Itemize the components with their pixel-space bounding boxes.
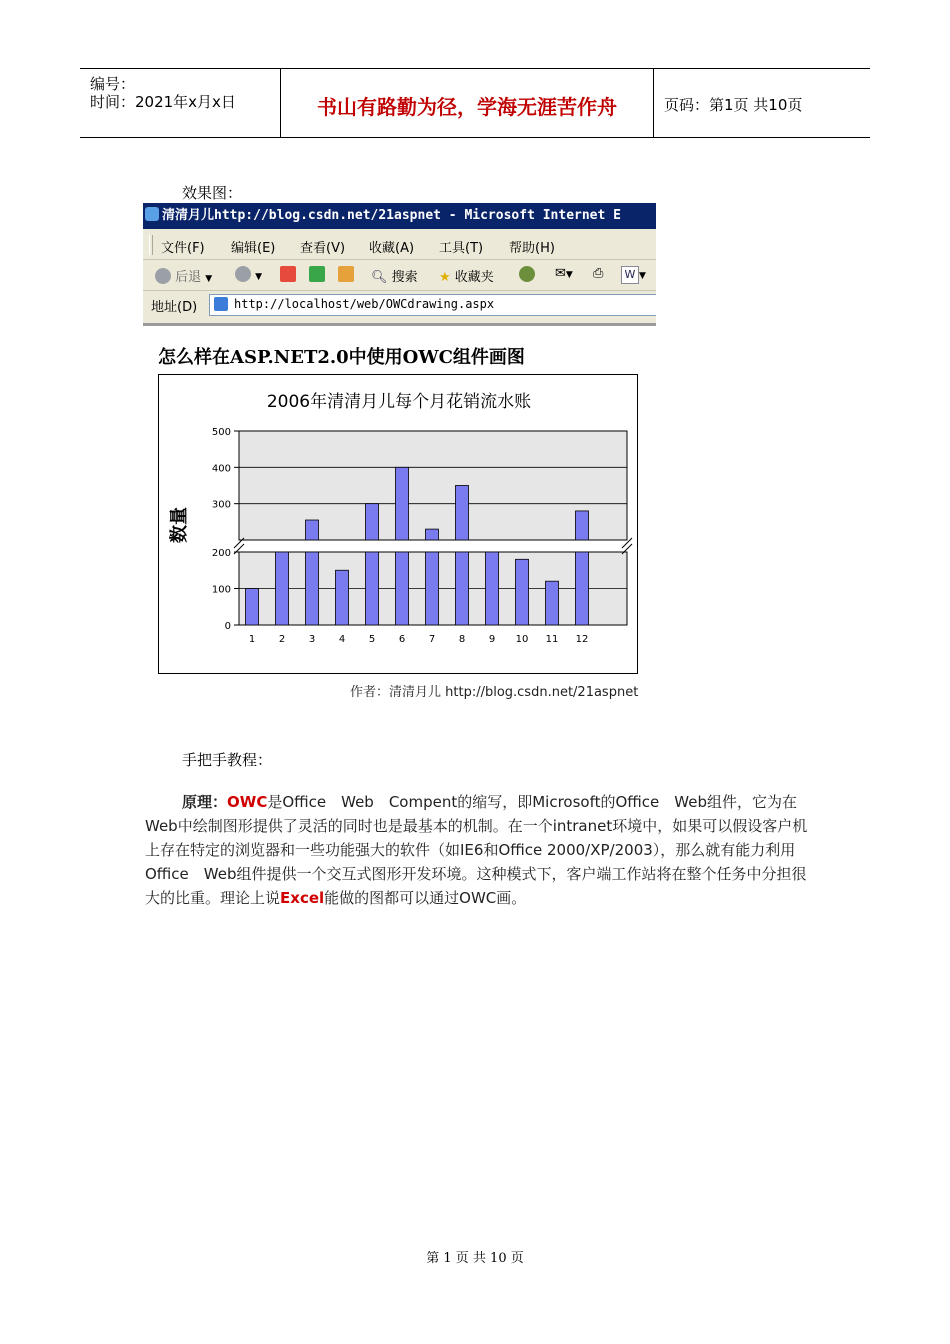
menu-view[interactable]: 查看(V) <box>300 241 346 256</box>
x-tick-label: 6 <box>398 634 406 645</box>
address-label: 地址(D) <box>151 300 198 315</box>
menu-favorites[interactable]: 收藏(A) <box>369 241 415 256</box>
document-time: 时间：2021年x月x日 <box>90 93 236 111</box>
menu-tools[interactable]: 工具(T) <box>439 241 484 256</box>
bar-upper <box>396 467 409 540</box>
refresh-icon <box>309 266 325 282</box>
chevron-down-icon: ▼ <box>255 272 263 282</box>
browser-screenshot <box>143 203 656 326</box>
header-motto-cell <box>281 69 654 137</box>
home-icon <box>338 266 354 282</box>
bar-upper <box>366 504 379 540</box>
chevron-down-icon: ▼ <box>205 274 213 284</box>
effect-label: 效果图： <box>182 184 243 202</box>
y-tick-label: 0 <box>224 621 231 632</box>
y-tick-label: 400 <box>211 463 231 475</box>
menu-edit[interactable]: 编辑(E) <box>231 241 276 256</box>
menu-file[interactable]: 文件(F) <box>161 241 205 256</box>
favorites-label: 收藏夹 <box>454 270 494 285</box>
header-meta-cell <box>80 69 281 137</box>
x-tick-label: 9 <box>488 634 496 645</box>
paragraph-end: 能做的图都可以通过OWC画。 <box>324 889 527 907</box>
page-header <box>80 68 870 138</box>
y-tick-label: 500 <box>211 427 231 438</box>
bar-upper <box>306 520 319 540</box>
bar <box>546 581 559 625</box>
forward-arrow-icon <box>235 266 251 282</box>
address-url: http://localhost/web/OWCdrawing.aspx <box>234 297 495 311</box>
bar-lower <box>576 552 589 625</box>
x-tick-label: 10 <box>515 634 529 645</box>
y-tick-label: 300 <box>211 499 231 511</box>
tutorial-label: 手把手教程： <box>182 751 273 769</box>
mail-icon: ✉ <box>555 266 566 281</box>
browser-title: 清清月儿http://blog.csdn.net/21aspnet - Microsoft Internet E <box>162 208 621 223</box>
chevron-down-icon: ▼ <box>639 271 646 281</box>
bar-chart <box>159 375 637 673</box>
media-button[interactable] <box>519 266 535 283</box>
y-tick-labels <box>212 427 231 632</box>
print-button[interactable] <box>593 266 603 281</box>
paragraph-lead: 原理： <box>182 793 228 811</box>
y-tick-label: 200 <box>211 548 231 559</box>
printer-icon: ⎙ <box>593 266 604 281</box>
bar <box>276 552 289 625</box>
principle-paragraph <box>145 790 810 910</box>
upper-panel <box>239 431 627 540</box>
bar-upper <box>456 486 469 541</box>
excel-term: Excel <box>280 889 325 907</box>
chevron-down-icon: ▼ <box>565 270 573 280</box>
back-arrow-icon <box>155 268 171 284</box>
toolbar-grip <box>149 235 153 255</box>
search-label: 搜索 <box>391 270 418 285</box>
forward-button[interactable] <box>235 266 262 283</box>
bar-lower <box>426 552 439 625</box>
motto: 书山有路勤为径，学海无涯苦作舟 <box>317 95 617 119</box>
bar-lower <box>306 552 319 625</box>
menu-help[interactable]: 帮助(H) <box>509 241 555 256</box>
x-tick-label: 4 <box>338 634 346 645</box>
mail-button[interactable] <box>555 266 573 281</box>
x-tick-label: 3 <box>308 634 316 645</box>
bar-lower <box>456 552 469 625</box>
browser-titlebar <box>143 203 656 229</box>
page-icon <box>214 297 228 311</box>
chart-title: 2006年清清月儿每个月花销流水账 <box>266 392 532 412</box>
x-tick-label: 5 <box>368 634 376 645</box>
x-tick-label: 11 <box>545 634 559 645</box>
back-label: 后退 <box>175 270 202 285</box>
bar-upper <box>426 529 439 540</box>
menu-bar <box>143 231 656 260</box>
star-icon: ★ <box>439 270 451 285</box>
stop-icon <box>280 266 296 282</box>
bar <box>516 559 529 625</box>
bar-upper <box>576 511 589 540</box>
x-tick-label: 1 <box>248 634 256 645</box>
page-heading: 怎么样在ASP.NET2.0中使用OWC组件画图 <box>158 347 525 368</box>
page-number: 页码：第1页 共10页 <box>664 96 803 114</box>
page-footer: 第 1 页 共 10 页 <box>426 1251 524 1266</box>
bar <box>486 552 499 625</box>
y-axis-label: 数量 <box>169 507 190 543</box>
y-tick-label: 100 <box>211 584 231 596</box>
back-button[interactable] <box>155 266 212 285</box>
chart-frame <box>158 374 638 674</box>
author-credit: 作者：清清月儿 http://blog.csdn.net/21aspnet <box>350 685 639 700</box>
x-tick-labels <box>249 634 589 645</box>
paragraph-text <box>145 790 810 910</box>
bar <box>246 589 259 626</box>
header-page-cell <box>654 69 870 137</box>
ie-logo-icon <box>145 207 159 221</box>
document-number: 编号： <box>90 75 136 93</box>
stop-button[interactable] <box>280 266 296 283</box>
bar <box>336 570 349 625</box>
owc-term: OWC <box>227 793 268 811</box>
browser-toolbar <box>143 260 656 291</box>
search-button[interactable] <box>371 266 418 285</box>
media-icon <box>519 266 535 282</box>
x-tick-label: 2 <box>278 634 286 645</box>
home-button[interactable] <box>338 266 354 283</box>
edit-word-button[interactable] <box>621 266 646 284</box>
address-input[interactable] <box>209 294 656 316</box>
bar-lower <box>366 552 379 625</box>
bar-lower <box>396 552 409 625</box>
paragraph-body: 是Office Web Compent的缩写，即Microsoft的Office Web组件，它为在Web中绘制图形提供了灵活的同时也是最基本的机制。在一个intranet环境中，如果可以假设客户机上存在特定的浏览器和一些功能强大的软件（如IE6和Office 2000/XP/2003），那么就有能力利用Office Web组件提供一个交互式图形开发环境。这种模式下，客户端工作站将在整个任务中分担很大的比重。理论上说 <box>145 793 808 907</box>
refresh-button[interactable] <box>309 266 325 283</box>
x-tick-label: 8 <box>458 634 466 645</box>
search-icon: 🔍︎ <box>371 270 388 285</box>
x-tick-label: 7 <box>428 634 436 645</box>
x-tick-label: 12 <box>575 634 589 645</box>
favorites-button[interactable] <box>439 266 494 285</box>
address-bar <box>143 291 656 319</box>
word-icon: W <box>621 266 639 284</box>
